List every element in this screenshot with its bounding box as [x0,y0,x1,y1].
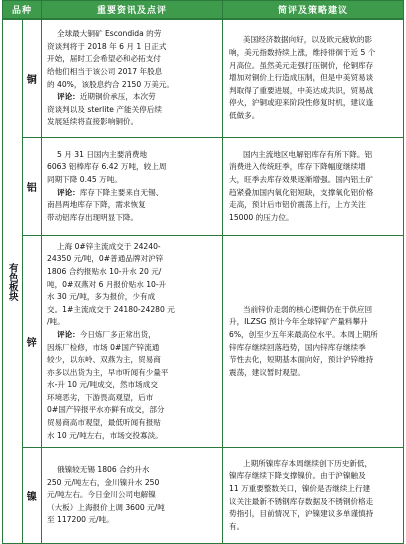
comment-text: 今日炼厂多正常出货， [79,329,156,339]
comment-label: 评论： [57,92,80,102]
news-cell [42,236,223,448]
news-line: 250 元/吨左右，金川镍升水 250 [47,477,160,487]
comment-line: 带动铝库存出现明显下降。 [47,212,139,222]
news-cell [42,138,223,236]
news-cell [42,20,223,138]
header-variety: 品种 [3,1,42,19]
metal-name: 锌 [22,236,42,448]
news-line: 6063 铝棒库存 6.42 万吨，较上周 [47,162,167,172]
strategy-line: 15000 的压力位。 [229,212,294,222]
header-news: 重要资讯及点评 [42,1,223,19]
metal-name: 铝 [22,138,42,236]
table-row [3,20,404,138]
comment-line: 较少，以东岭、双燕为主，贸易商 [47,355,161,365]
strategy-cell [223,448,404,544]
news-line: 吨，0#双燕对 6 月报价贴水 10-升 [47,279,167,289]
news-line: 全球最大铜矿 Escondida 的劳 [57,29,162,39]
strategy-line: 当前锌价走弱的核心逻辑仍在于供应回 [243,304,373,314]
comment-line: 贸易商高市观望，最低听闻有报贴 [47,418,161,428]
strategy-line: 升，ILZSG 预计今年全球锌矿产量料攀升 [229,317,368,327]
strategy-cell [223,236,404,448]
news-line: 俄镍较无锡 1806 合约升水 [57,465,150,475]
strategy-line: 议关注最新不锈钢库存数据及不锈钢价格走 [229,496,374,506]
header-strategy: 简评及策略建议 [223,1,404,19]
strategy-line: 判取得了重要进展，中美达成共识，贸易战 [229,85,374,95]
header-row [3,1,404,19]
news-line: 给他们相当于该公司 2017 年股息 [47,66,163,76]
comment-line: 环境恶劣，下游畏高观望，后市 [47,392,154,402]
category-cell: 有色板块 [3,20,23,544]
comment-line [47,91,219,104]
news-line: （大板）上海报价上调 3600 元/吨 [47,502,165,512]
strategy-line: 消费进入传统旺季，库存下降幅度继续增 [229,162,366,172]
comment-line [47,329,219,342]
strategy-line: 6%，创至少五年来最高位水平。本周上期所 [229,329,378,339]
news-line: 24350 元/吨，0#普通品牌对沪锌 [47,254,164,264]
news-line: 5 月 31 日国内主要消费地 [57,149,148,159]
strategy-line: 月高位。虽然美元走强打压铜价，伦铜库存 [229,60,374,70]
strategy-line: 大，旺季去库存效果逐渐增强。国内铝土矿 [229,174,374,184]
news-cell [42,448,223,544]
strategy-line: 响，美元指数持续上涨，维持徘徊于近 5 个 [229,48,376,58]
strategy-cell [223,138,404,236]
strategy-cell [223,20,404,138]
news-line: 同期下降 0.45 万吨。 [47,174,122,184]
strategy-line: 锌库存继续回落趋势，国内锌库存继续季 [229,342,366,352]
strategy-line: 势指引，目前情况下，沪镍建议多单谨慎持 [229,509,374,519]
news-line: 的 40%，该股息约合 2150 万美元。 [47,79,174,89]
comment-line: 水 10 元/吨左右，市场交投寡淡。 [47,430,163,440]
news-line: 元/吨左右。今日金川公司电解镍 [47,490,156,500]
comment-text: 近期铜价承压，本次劳 [79,92,156,102]
metal-name: 镍 [22,448,42,544]
news-line: 至 117200 元/吨。 [47,515,114,525]
news-line: 水 30 元/吨，多为报价，少有成 [47,292,156,302]
comment-line: 亦多以出货为主，早市听闻有少量平 [47,367,169,377]
news-line: 上海 0#锌主流成交于 24240- [57,241,161,251]
news-line: 开始，届时工会希望必和必拓支付 [47,54,161,64]
strategy-line: 趋紧叠加国内氧化铝短缺，支撑氧化铝价格 [229,187,374,197]
strategy-line: 增加对铜价上行造成压制，但是中美贸易谈 [229,73,374,83]
strategy-line: 震荡，建议暂时观望。 [229,367,305,377]
comment-label: 评论： [57,187,80,197]
comment-label: 评论： [57,329,80,339]
comment-line: 资谈判以及 sterlite 产能关停后续 [47,104,162,114]
comment-line: 发展延续将直接影响铜价。 [47,117,139,127]
strategy-line: 走高，预计后市铝价震荡上行，上方关注 [229,200,366,210]
comment-line: 水-升 10 元/吨成交，然市场成交 [47,380,158,390]
comment-line: 南昌两地库存下降，需求恢复 [47,200,146,210]
table-row [3,236,404,448]
comment-line: 0#国产锌报平水亦鲜有成交，部分 [47,405,165,415]
news-line: /吨。 [47,317,65,327]
strategy-line: 镍库存继续下降支撑镍价。由于沪镍触及 [229,471,366,481]
strategy-line: 停火，沪铜或迎来阶段性修复时机，建议逢 [229,98,374,108]
news-line: 1806 合约报贴水 10-升水 20 元/ [47,266,162,276]
metals-table [2,0,404,544]
strategy-line: 有。 [229,521,245,531]
comment-text: 库存下降主要来自无锡、 [79,187,164,197]
strategy-line: 美国经济数据向好，以及欧元疲软的影 [243,35,373,45]
comment-line: 因炼厂检修，市场 0#国产锌流通 [47,342,160,352]
news-line: 交。1#主流成交于 24180-24280 元 [47,304,175,314]
strategy-line: 11 万重要整数关口，镍价是否继续上行建 [229,483,371,493]
metal-name: 铜 [22,20,42,138]
table-row [3,138,404,236]
comment-line [47,187,219,200]
strategy-line: 低做多。 [229,110,260,120]
strategy-line: 上期所镍库存本周继续创下历史新低， [243,458,373,468]
news-line: 资谈判将于 2018 年 6 月 1 日正式 [47,41,167,51]
strategy-line: 节性去化，短期基本面向好，预计沪锌维持 [229,355,374,365]
table-row [3,448,404,544]
strategy-line: 国内主流地区电解铝库存有所下降。铝 [243,149,373,159]
